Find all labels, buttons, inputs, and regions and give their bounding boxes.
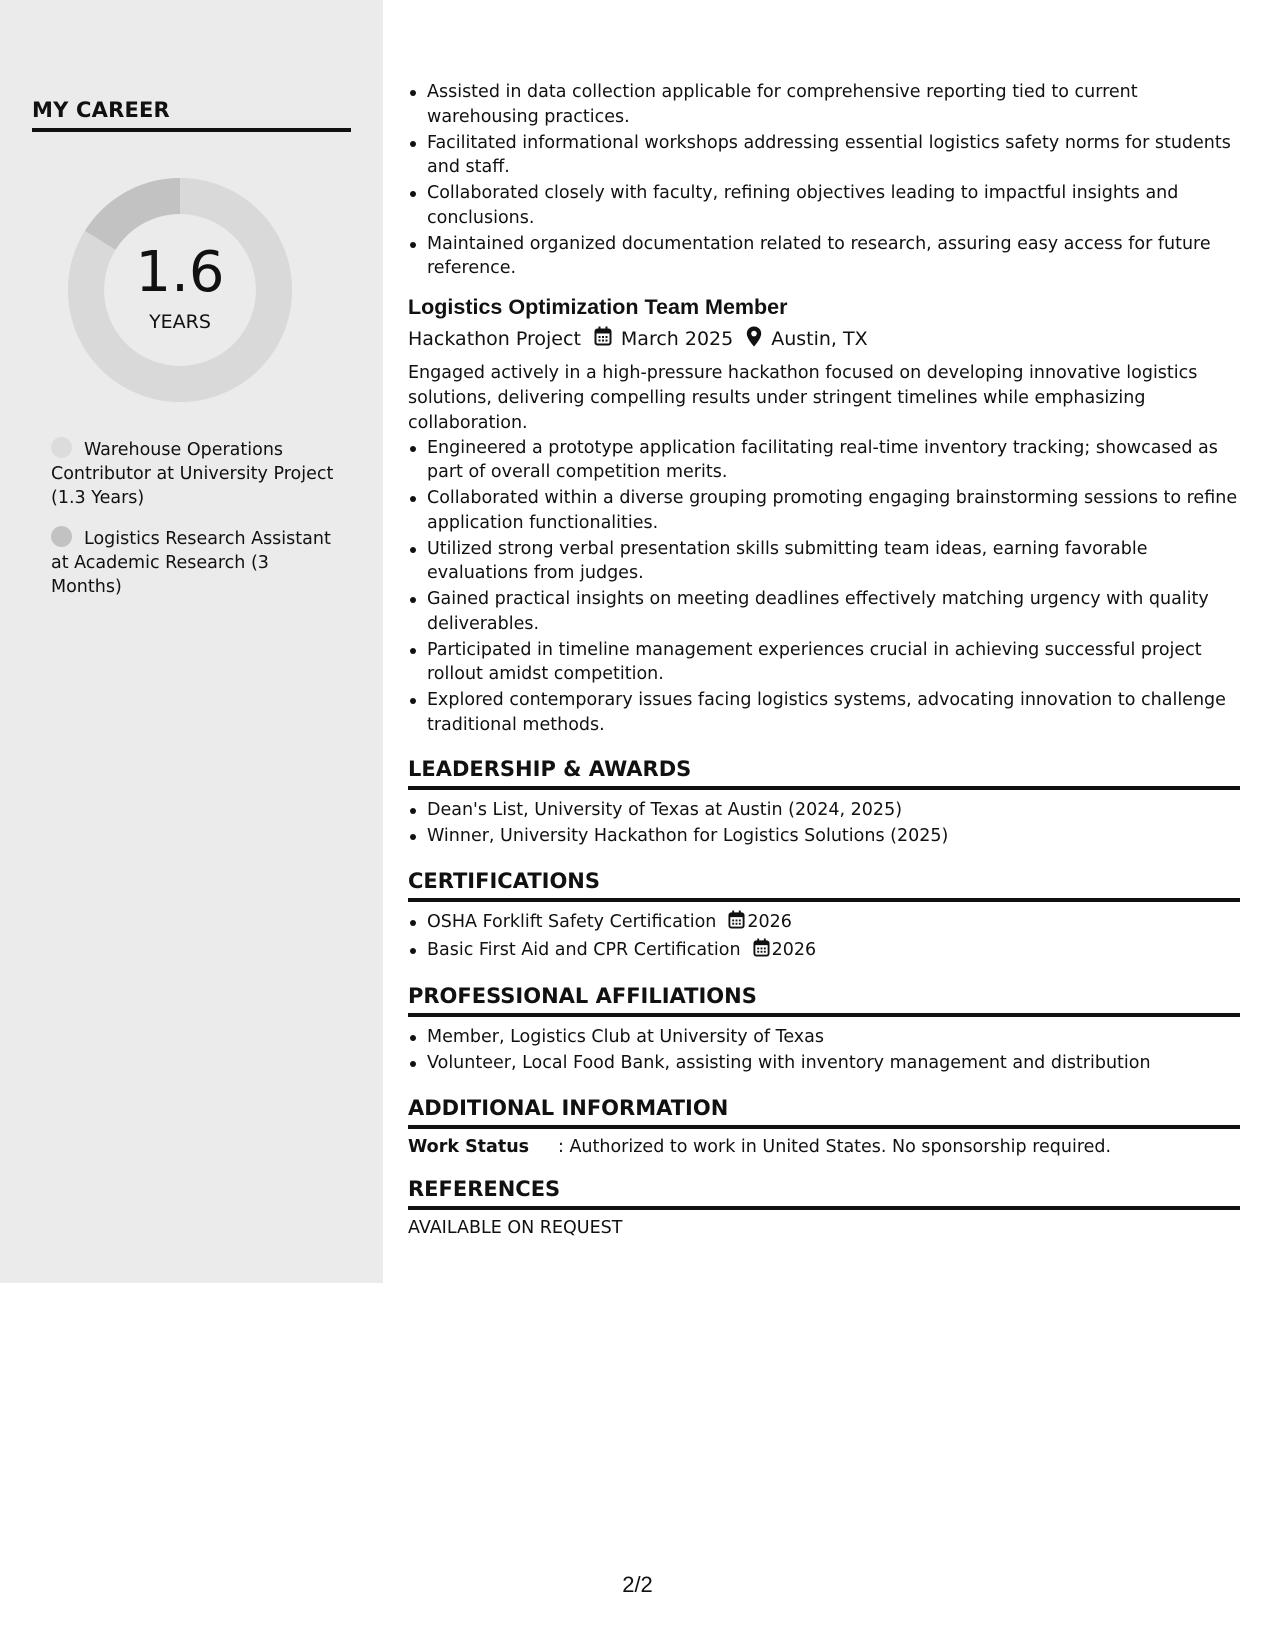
career-legend-item [51, 526, 341, 599]
affiliations-heading: PROFESSIONAL AFFILIATIONS [408, 984, 1240, 1017]
map-pin-icon [746, 326, 762, 352]
certifications-list [408, 910, 1240, 965]
career-heading: MY CAREER [32, 98, 351, 132]
resume-main-column [408, 80, 1240, 1238]
references-heading: REFERENCES [408, 1177, 1240, 1210]
job-description: Engaged actively in a high-pressure hackathon focused on developing innovative logistics solutions, delivering compelling results under stringent timelines while emphasizing collaboration. [408, 362, 1198, 433]
leadership-heading: LEADERSHIP & AWARDS [408, 757, 1240, 790]
bullet-item: Collaborated closely with faculty, refining objectives leading to impactful insights and conclusions. [408, 181, 1240, 230]
certifications-heading: CERTIFICATIONS [408, 869, 1240, 902]
legend-dot [51, 437, 72, 458]
job-meta [408, 326, 1240, 352]
career-total-value: 1.6 [135, 240, 225, 305]
bullet-item: Dean's List, University of Texas at Austin (2024, 2025) [408, 798, 1240, 823]
previous-job-bullets [408, 80, 1240, 281]
additional-info-heading: ADDITIONAL INFORMATION [408, 1096, 1240, 1129]
references-text: AVAILABLE ON REQUEST [408, 1217, 623, 1238]
career-total-unit: YEARS [149, 311, 211, 333]
career-sidebar [0, 0, 383, 1283]
calendar-icon [753, 938, 770, 965]
bullet-item: Gained practical insights on meeting deadlines effectively matching urgency with quality deliverables. [408, 587, 1240, 636]
certification-year: 2026 [747, 911, 792, 932]
job-date: March 2025 [620, 327, 734, 350]
career-legend-item [51, 437, 341, 510]
work-status-row [408, 1137, 1240, 1157]
certification-item [408, 938, 1240, 965]
bullet-item: Volunteer, Local Food Bank, assisting with inventory management and distribution [408, 1051, 1240, 1076]
bullet-item: Winner, University Hackathon for Logistics Solutions (2025) [408, 824, 1240, 849]
bullet-item: Participated in timeline management experiences crucial in achieving successful project rollout amidst competition. [408, 638, 1240, 687]
bullet-item: Maintained organized documentation related to research, assuring easy access for future reference. [408, 232, 1240, 281]
bullet-item: Collaborated within a diverse grouping promoting engaging brainstorming sessions to refine application functionalities. [408, 486, 1240, 535]
career-legend-label: Logistics Research Assistant at Academic Research (3 Months) [51, 529, 331, 597]
job-company: Hackathon Project [408, 327, 581, 350]
calendar-icon [594, 326, 612, 351]
calendar-icon [728, 910, 745, 937]
work-status-value: : Authorized to work in United States. No sponsorship required. [558, 1136, 1112, 1157]
career-legend-label: Warehouse Operations Contributor at University Project (1.3 Years) [51, 440, 334, 508]
affiliations-list [408, 1025, 1240, 1076]
bullet-item: Engineered a prototype application facilitating real-time inventory tracking; showcased as part of overall competition merits. [408, 436, 1240, 485]
bullet-item: Assisted in data collection applicable for comprehensive reporting tied to current warehousing practices. [408, 80, 1240, 129]
legend-dot [51, 526, 72, 547]
work-status-label: Work Status [408, 1136, 530, 1157]
bullet-item: Facilitated informational workshops addressing essential logistics safety norms for students and staff. [408, 131, 1240, 180]
certification-item [408, 910, 1240, 937]
job-title: Logistics Optimization Team Member [408, 294, 788, 319]
bullet-item: Explored contemporary issues facing logistics systems, advocating innovation to challenge traditional methods. [408, 688, 1240, 737]
certification-name: OSHA Forklift Safety Certification [427, 911, 717, 932]
page-number: 2/2 [622, 1572, 653, 1597]
job-location: Austin, TX [771, 327, 868, 350]
certification-name: Basic First Aid and CPR Certification [427, 939, 741, 960]
donut-segment-2 [100, 196, 180, 240]
certification-year: 2026 [771, 939, 817, 960]
bullet-item: Utilized strong verbal presentation skills submitting team ideas, earning favorable evaluations from judges. [408, 537, 1240, 586]
career-legend [51, 437, 341, 615]
job-bullets [408, 436, 1240, 738]
leadership-list [408, 798, 1240, 849]
bullet-item: Member, Logistics Club at University of Texas [408, 1025, 1240, 1050]
